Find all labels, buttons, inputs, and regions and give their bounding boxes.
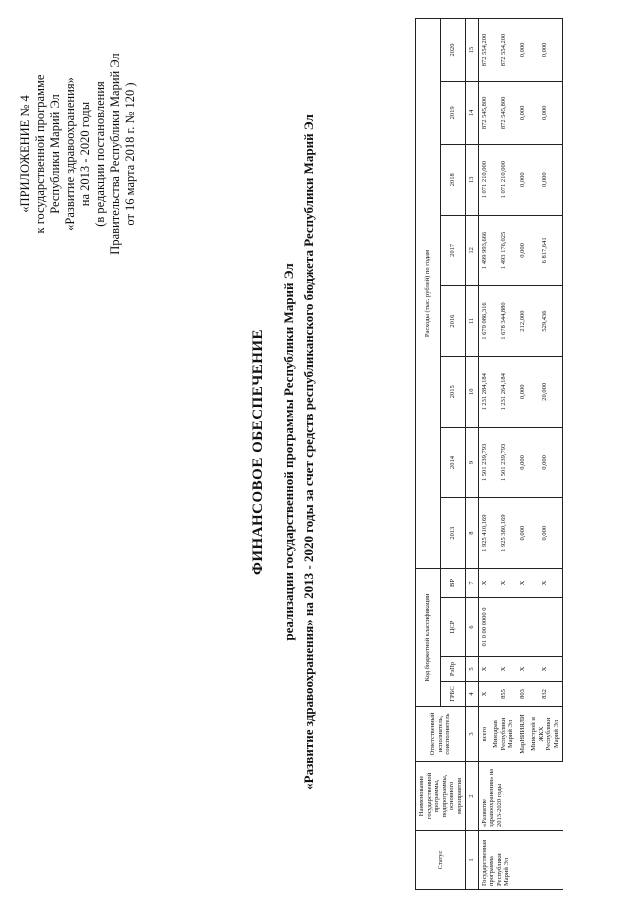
grbs-cell: 803 <box>517 682 529 707</box>
value-cell: 1 501 239,793 <box>490 427 517 498</box>
header-csr: ЦСР <box>441 598 466 657</box>
header-budget-code: Код бюджетной классификации <box>416 569 441 707</box>
column-number: 13 <box>466 144 479 215</box>
column-number: 11 <box>466 286 479 357</box>
rzpr-cell: X <box>528 657 563 682</box>
value-cell: 1 071 210,000 <box>490 144 517 215</box>
grbs-cell: X <box>478 682 490 707</box>
header-vr: ВР <box>441 569 466 598</box>
column-number: 15 <box>466 19 479 82</box>
value-cell: 1 501 239,793 <box>478 427 490 498</box>
table-row <box>517 19 529 890</box>
header-year: 2015 <box>441 356 466 427</box>
column-number: 9 <box>466 427 479 498</box>
column-number: 7 <box>466 569 479 598</box>
table-row <box>478 19 490 890</box>
value-cell: 0,000 <box>517 427 529 498</box>
header-year: 2014 <box>441 427 466 498</box>
appendix-line: Республики Марий Эл <box>48 94 62 214</box>
header-year: 2017 <box>441 215 466 286</box>
column-number: 8 <box>466 498 479 569</box>
vr-cell: X <box>517 569 529 598</box>
vr-cell: X <box>528 569 563 598</box>
document-subtitle: «Развитие здравоохранения» на 2013 - 2020 годы за счет средств республиканского бюджета Республики Марий Эл <box>301 114 316 790</box>
rzpr-cell: X <box>478 657 490 682</box>
table-row <box>490 19 517 890</box>
value-cell: 1 231 264,184 <box>490 356 517 427</box>
grbs-cell: 832 <box>528 682 563 707</box>
appendix-line: к государственной программе <box>33 74 47 234</box>
executor-cell: МарНИИЯЛИ <box>517 707 529 762</box>
value-cell: 1 679 086,316 <box>478 286 490 357</box>
header-year: 2020 <box>441 19 466 82</box>
value-cell: 0,000 <box>528 498 563 569</box>
column-number: 1 <box>466 831 479 890</box>
status-cell: Государственная программа Республики Марий Эл <box>478 831 563 890</box>
header-status: Статус <box>416 831 466 890</box>
appendix-line: «Развитие здравоохранения» <box>63 77 77 231</box>
value-cell: 0,000 <box>517 356 529 427</box>
column-number: 5 <box>466 657 479 682</box>
csr-cell: 01 0 00 0000 0 <box>478 598 490 657</box>
program-name-cell: «Развитие здравоохранения» на 2013-2020 годы <box>478 762 563 831</box>
value-cell: 0,000 <box>528 81 563 144</box>
financing-table <box>415 18 563 890</box>
document-title: ФИНАНСОВОЕ ОБЕСПЕЧЕНИЕ <box>250 328 266 576</box>
value-cell: 1 231 284,184 <box>478 356 490 427</box>
rzpr-cell: X <box>490 657 517 682</box>
column-number: 12 <box>466 215 479 286</box>
header-year: 2013 <box>441 498 466 569</box>
header-expenses: Расходы (тыс. рублей) по годам <box>416 19 441 569</box>
executor-cell: Минстрой и ЖКХ Республики Марий Эл <box>528 707 563 762</box>
header-rzpr: РзПр <box>441 657 466 682</box>
value-cell: 0,000 <box>528 427 563 498</box>
appendix-line: «ПРИЛОЖЕНИЕ № 4 <box>18 95 32 213</box>
header-name: Наименование государственной программы, подпрограммы, основного мероприятия <box>416 762 466 831</box>
appendix-header <box>18 34 138 274</box>
title-block <box>250 0 317 904</box>
grbs-cell: 855 <box>490 682 517 707</box>
value-cell: 1 925 380,169 <box>490 498 517 569</box>
value-cell: 212,000 <box>517 286 529 357</box>
value-cell: 0,000 <box>517 19 529 82</box>
value-cell: 872 554,200 <box>490 19 517 82</box>
value-cell: 0,000 <box>517 144 529 215</box>
value-cell: 872 545,800 <box>478 81 490 144</box>
value-cell: 1 925 410,169 <box>478 498 490 569</box>
vr-cell: X <box>490 569 517 598</box>
header-executor: Ответственный исполнитель, соисполнитель <box>416 707 466 762</box>
value-cell: 0,000 <box>517 215 529 286</box>
value-cell: 872 545,800 <box>490 81 517 144</box>
column-number: 14 <box>466 81 479 144</box>
value-cell: 20,000 <box>528 356 563 427</box>
value-cell: 6 817,641 <box>528 215 563 286</box>
column-number: 6 <box>466 598 479 657</box>
value-cell: 1 493 176,025 <box>490 215 517 286</box>
value-cell: 1 678 344,880 <box>490 286 517 357</box>
column-number: 4 <box>466 682 479 707</box>
appendix-line: Правительства Республики Марий Эл <box>108 53 122 255</box>
document-subtitle: реализации государственной программы Республики Марий Эл <box>281 263 296 641</box>
value-cell: 0,000 <box>517 498 529 569</box>
appendix-line: от 16 марта 2018 г. № 120 ) <box>123 82 137 226</box>
value-cell: 529,436 <box>528 286 563 357</box>
header-year: 2016 <box>441 286 466 357</box>
executor-cell: всего <box>478 707 490 762</box>
csr-cell <box>517 598 529 657</box>
value-cell: 0,000 <box>528 19 563 82</box>
header-year: 2018 <box>441 144 466 215</box>
value-cell: 872 554,200 <box>478 19 490 82</box>
value-cell: 1 071 210,000 <box>478 144 490 215</box>
csr-cell <box>528 598 563 657</box>
appendix-line: (в редакции постановления <box>93 81 107 227</box>
appendix-line: на 2013 - 2020 годы <box>78 101 92 207</box>
column-number: 3 <box>466 707 479 762</box>
value-cell: 1 499 993,666 <box>478 215 490 286</box>
csr-cell <box>490 598 517 657</box>
table-row <box>528 19 563 890</box>
value-cell: 0,000 <box>517 81 529 144</box>
vr-cell: X <box>478 569 490 598</box>
rzpr-cell: X <box>517 657 529 682</box>
header-year: 2019 <box>441 81 466 144</box>
column-number: 10 <box>466 356 479 427</box>
header-grbs: ГРБС <box>441 682 466 707</box>
column-number: 2 <box>466 762 479 831</box>
executor-cell: Минздрав Республики Марий Эл <box>490 707 517 762</box>
value-cell: 0,000 <box>528 144 563 215</box>
